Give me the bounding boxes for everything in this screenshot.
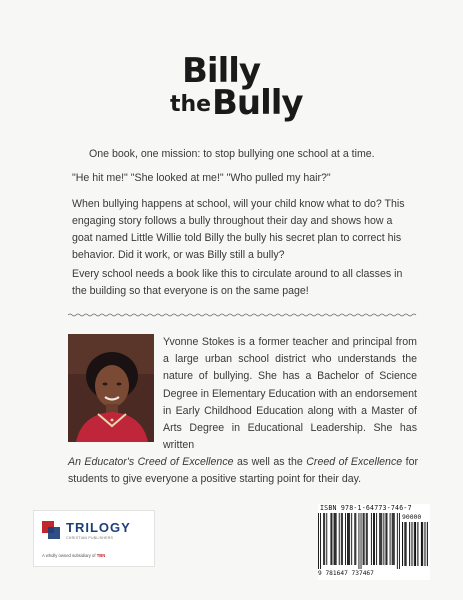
barcode-bar — [320, 513, 321, 569]
barcode-bar — [355, 513, 356, 565]
barcode-bar — [387, 513, 388, 565]
isbn-barcode — [318, 504, 430, 580]
author-photo — [68, 334, 154, 442]
title-word-billy: Billy — [182, 51, 261, 91]
author-portrait-image — [68, 334, 154, 442]
barcode-bar — [335, 513, 336, 565]
barcode-bar — [342, 513, 343, 565]
title-word-the: the — [170, 92, 212, 117]
barcode-bar — [367, 513, 368, 565]
barcode-bar — [399, 513, 400, 569]
barcode-bar — [358, 513, 359, 569]
bio-text-written: She has written — [163, 422, 417, 452]
bio-text-part1: Yvonne Stokes is a former teacher and principal from a large urban school district who understands the nature of bullying. She has a Bachelor of Science Degree in Elementary Education with an endorsement in Early Childhood Education along with a Master of Arts Degree in Educational Leadership. — [163, 336, 417, 435]
wavy-divider — [68, 313, 418, 317]
publisher-footer-brand: TBN — [96, 553, 106, 558]
price-bar — [424, 522, 425, 566]
barcode-bar — [326, 513, 327, 565]
barcode-bar — [393, 513, 394, 565]
author-bio-bottom — [68, 454, 418, 488]
barcode-bar — [334, 513, 335, 565]
price-bar — [402, 522, 403, 566]
barcode-bar — [381, 513, 382, 565]
bio-text-part3: for students to give everyone a positive starting point for their day. — [68, 456, 418, 486]
barcode-bar — [351, 513, 352, 565]
barcode-bar — [376, 513, 377, 565]
book-title-creed-of-excellence: Creed of Excellence — [306, 456, 403, 468]
barcode-bar — [364, 513, 365, 565]
price-bar — [406, 522, 407, 566]
price-code: 90000 — [402, 513, 422, 521]
publisher-footer — [42, 553, 105, 558]
title-word-bully: Bully — [212, 83, 303, 123]
price-bar — [415, 522, 416, 566]
book-title-educators-creed: An Educator's Creed of Excellence — [68, 456, 234, 468]
barcode-bar — [331, 513, 332, 565]
price-bar — [422, 522, 423, 566]
quotes-line: "He hit me!" "She looked at me!" "Who pulled my hair?" — [72, 172, 331, 184]
barcode-digits: 9 781647 737467 — [318, 570, 374, 577]
barcode-bar — [330, 513, 331, 565]
barcode-bar — [380, 513, 381, 565]
price-bar — [417, 522, 418, 566]
barcode-bar — [373, 513, 374, 565]
price-bar — [427, 522, 428, 566]
price-bars — [402, 522, 428, 566]
price-bar — [411, 522, 412, 566]
isbn-number: ISBN 978-1-64773-746-7 — [320, 504, 412, 512]
barcode-bar — [371, 513, 372, 565]
call-to-action: Every school needs a book like this to circulate around to all classes in the building so that everyone is on the same page! — [72, 268, 403, 297]
bio-text-part2: as well as the — [233, 456, 307, 468]
story-summary: When bullying happens at school, will your child know what to do? This engaging story follows a bully throughout their day and shows how a goat named Little Willie told Billy the bully his secret plan to correct his behavior. Did it work, or was Billy still a bully? — [72, 198, 405, 261]
barcode-bar — [345, 513, 346, 565]
barcode-bar — [348, 513, 349, 565]
author-bio-top — [163, 334, 417, 454]
barcode-bar — [341, 513, 342, 565]
barcode-bar — [323, 513, 324, 565]
barcode-bar — [366, 513, 367, 565]
barcode-bar — [392, 513, 393, 565]
barcode-bar — [361, 513, 362, 569]
publisher-footer-prefix: A wholly owned subsidiary of — [42, 553, 96, 558]
barcode-bar — [383, 513, 384, 565]
barcode-bar — [394, 513, 395, 565]
barcode-bar — [324, 513, 325, 565]
barcode-bar — [347, 513, 348, 565]
logo-blue-square — [48, 527, 60, 539]
publisher-subtitle: CHRISTIAN PUBLISHERS — [66, 536, 114, 540]
price-bar — [414, 522, 415, 566]
barcode-bar — [379, 513, 380, 565]
publisher-name: TRILOGY — [66, 520, 131, 535]
publisher-logo — [33, 510, 155, 567]
barcode-bar — [363, 513, 364, 565]
barcode-bar — [318, 513, 319, 569]
barcode-bar — [385, 513, 386, 565]
barcode-bar — [397, 513, 398, 569]
barcode-bar — [354, 513, 355, 565]
barcode-bar — [339, 513, 340, 565]
barcode-bars — [318, 513, 400, 569]
price-bar — [421, 522, 422, 566]
price-bar — [404, 522, 405, 566]
barcode-bar — [374, 513, 375, 565]
tagline: One book, one mission: to stop bullying one school at a time. — [89, 148, 375, 160]
barcode-bar — [349, 513, 350, 565]
barcode-bar — [336, 513, 337, 565]
price-bar — [409, 522, 410, 566]
book-title — [0, 52, 463, 132]
barcode-bar — [390, 513, 391, 565]
